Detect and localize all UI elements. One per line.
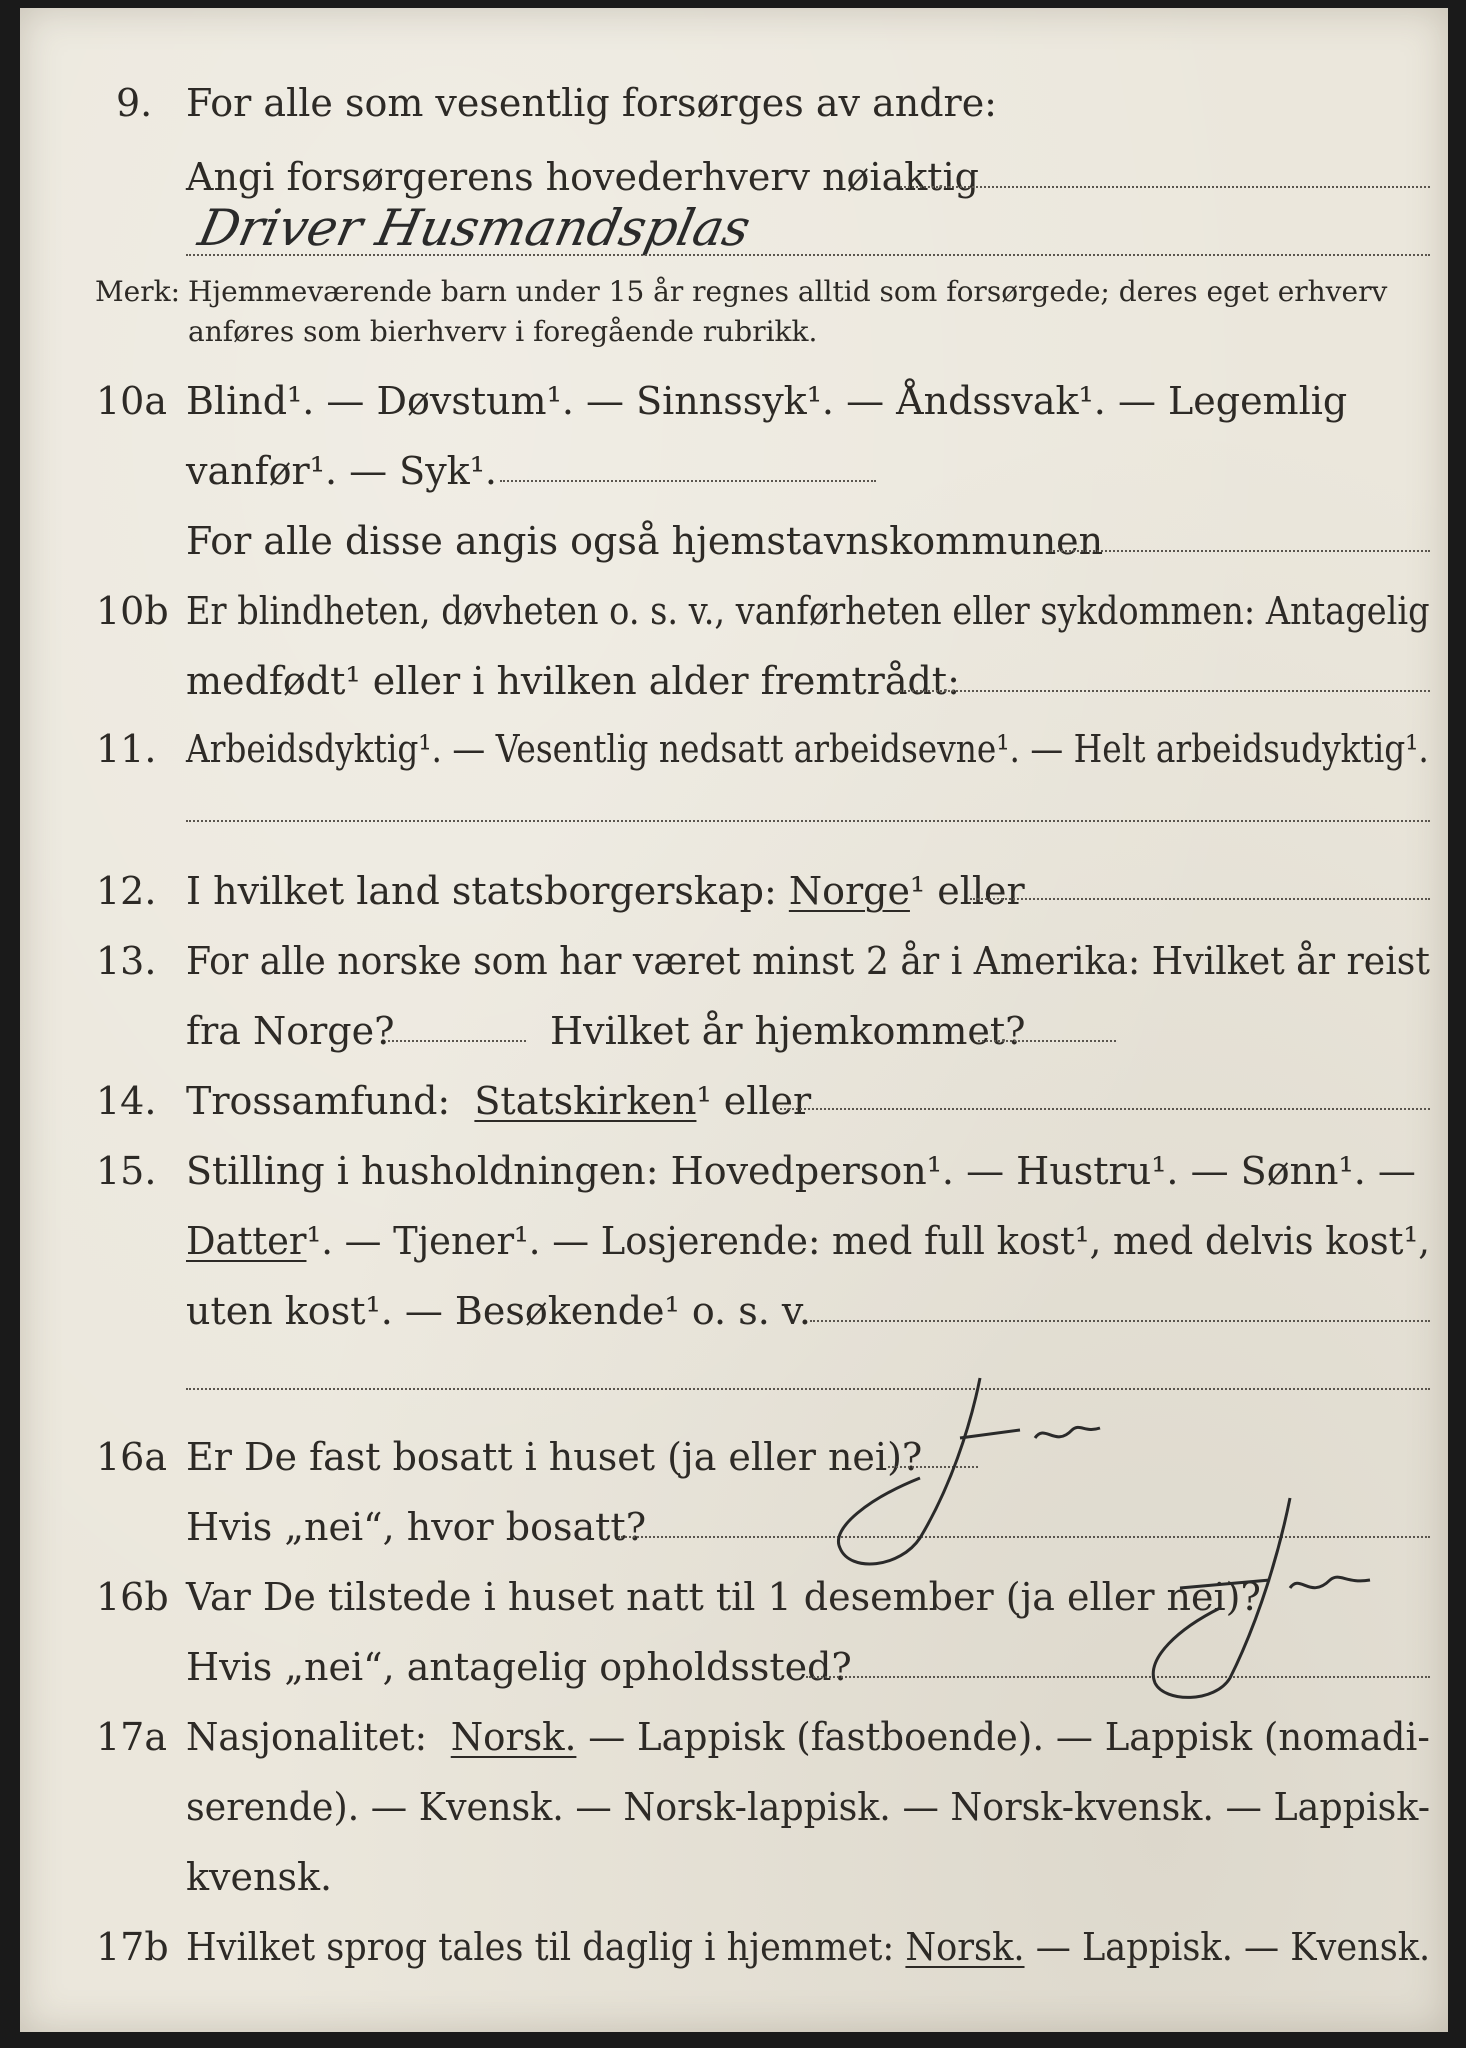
q15-answer-line xyxy=(810,1320,1430,1322)
q12-text xyxy=(186,869,1025,913)
q16a-number: 16a xyxy=(96,1435,168,1479)
q9-line1: For alle som vesentlig forsørges av andre: xyxy=(186,81,997,125)
q12-number: 12. xyxy=(96,869,157,913)
merk-line2: anføres som bierhverv i foregående rubrikk. xyxy=(188,315,818,348)
q10b-line1: Er blindheten, døvheten o. s. v., vanførheten eller sykdommen: Antagelig xyxy=(186,589,1430,633)
q13-line1: For alle norske som har været minst 2 år i Amerika: Hvilket år reist xyxy=(186,939,1430,983)
merk-line1: Hjemmeværende barn under 15 år regnes alltid som forsørgede; deres eget erhverv xyxy=(188,275,1388,308)
q13-year-returned-line xyxy=(978,1040,1116,1042)
merk-label: Merk: xyxy=(95,275,181,308)
q14-text xyxy=(186,1079,812,1123)
q16b-line2: Hvis „nei“, antagelig opholdssted? xyxy=(186,1645,852,1689)
q17a-number: 17a xyxy=(96,1715,168,1759)
q16b-number: 16b xyxy=(96,1575,169,1619)
q11-number: 11. xyxy=(96,727,157,771)
q14-pre: Trossamfund: xyxy=(186,1079,451,1123)
q10b-line2: medfødt¹ eller i hvilken alder fremtrådt: xyxy=(186,659,960,703)
q17b-line xyxy=(186,1925,1431,1969)
q10a-line1: Blind¹. — Døvstum¹. — Sinnssyk¹. — Åndssvak¹. — Legemlig xyxy=(186,379,1348,423)
svg-text:Driver Husmandsplas: Driver Husmandsplas xyxy=(193,198,756,257)
q16b-line1: Var De tilstede i huset natt til 1 desember (ja eller nei)? xyxy=(186,1575,1261,1619)
q10a-line2: vanfør¹. — Syk¹. xyxy=(186,449,498,493)
q13-line2b: Hvilket år hjemkommet? xyxy=(550,1009,1026,1053)
q14-number: 14. xyxy=(96,1079,157,1123)
q9-answer-line xyxy=(900,186,1430,188)
q10a-number: 10a xyxy=(96,379,168,423)
q15-line3: uten kost¹. — Besøkende¹ o. s. v. xyxy=(186,1289,811,1333)
q17b-pre: Hvilket sprog tales til daglig i hjemmet: xyxy=(186,1925,895,1969)
q13-year-left-line xyxy=(388,1040,526,1042)
q17a-pre: Nasjonalitet: xyxy=(186,1715,428,1759)
q16a-line2: Hvis „nei“, hvor bosatt? xyxy=(186,1505,647,1549)
q13-number: 13. xyxy=(96,939,157,983)
q13-line2a: fra Norge? xyxy=(186,1009,395,1053)
q16b-handwritten-ja xyxy=(1120,1488,1450,1718)
q14-statskirken-marked: Statskirken xyxy=(474,1079,697,1123)
q10a-line3: For alle disse angis også hjemstavnskommunen xyxy=(186,519,1104,563)
q10b-number: 10b xyxy=(96,589,169,633)
q16a-handwritten-ja xyxy=(810,1368,1140,1588)
q17b-norsk-marked: Norsk. xyxy=(905,1925,1025,1969)
q17a-line1 xyxy=(186,1715,1430,1759)
q15-line1: Stilling i husholdningen: Hovedperson¹. — Hustru¹. — Sønn¹. — xyxy=(186,1149,1416,1193)
q10a-answer-line xyxy=(500,480,876,482)
q12-post: ¹ eller xyxy=(909,869,1025,913)
q14-answer-line xyxy=(780,1108,1430,1110)
q11-line1: Arbeidsdyktig¹. — Vesentlig nedsatt arbeidsevne¹. — Helt arbeidsudyktig¹. xyxy=(186,727,1429,771)
q15-line2-rest: ¹. — Tjener¹. — Losjerende: med full kost¹, med delvis kost¹, xyxy=(306,1219,1430,1263)
q10a-hometown-line xyxy=(1050,550,1430,552)
q17a-line3: kvensk. xyxy=(186,1855,333,1899)
q14-post: ¹ eller xyxy=(696,1079,812,1123)
q15-datter-marked: Datter xyxy=(186,1219,307,1263)
q12-norge-marked: Norge xyxy=(788,869,910,913)
q11-answer-line xyxy=(186,820,1430,822)
q9-answer-line-2 xyxy=(186,254,1430,256)
q10b-answer-line xyxy=(900,690,1430,692)
census-form-page xyxy=(20,8,1448,2032)
q12-answer-line xyxy=(970,898,1430,900)
q9-line2: Angi forsørgerens hovederhverv nøiaktig xyxy=(186,155,980,199)
q17a-line1-rest: — Lappisk (fastboende). — Lappisk (nomadi- xyxy=(588,1715,1430,1759)
q17b-number: 17b xyxy=(96,1925,169,1969)
q15-answer-line-2 xyxy=(186,1388,1430,1390)
q12-pre: I hvilket land statsborgerskap: xyxy=(186,869,777,913)
q9-number: 9. xyxy=(116,81,153,125)
q15-number: 15. xyxy=(96,1149,157,1193)
q15-line2 xyxy=(186,1219,1430,1263)
q17a-norsk-marked: Norsk. xyxy=(450,1715,577,1759)
q17b-post: — Lappisk. — Kvensk. xyxy=(1035,1925,1431,1969)
q16a-line1: Er De fast bosatt i huset (ja eller nei)? xyxy=(186,1435,923,1479)
q17a-line2: serende). — Kvensk. — Norsk-lappisk. — Norsk-kvensk. — Lappisk- xyxy=(186,1785,1431,1829)
